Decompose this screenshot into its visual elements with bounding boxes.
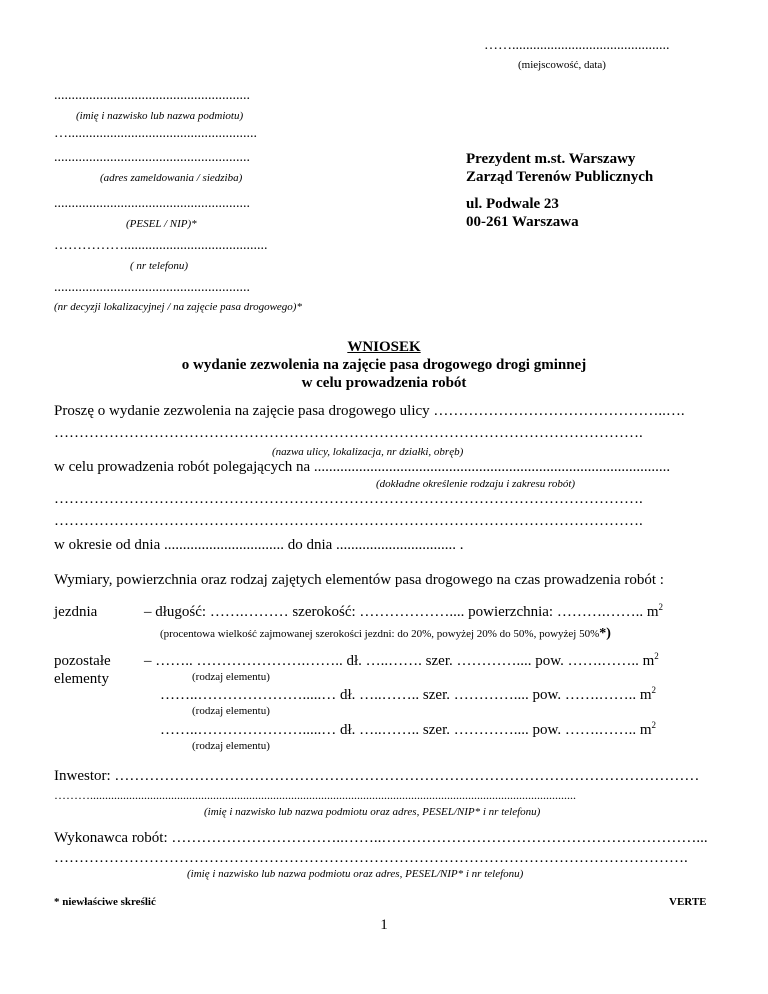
investor-caption: (imię i nazwisko lub nazwa podmiotu oraz adres, PESEL/NIP* i nr telefonu): [204, 806, 541, 818]
applicant-pesel-caption: (PESEL / NIP)*: [126, 218, 197, 230]
document-subtitle-2: w celu prowadzenia robót: [301, 375, 467, 391]
applicant-address-caption: (adres zameldowania / siedziba): [100, 172, 243, 184]
applicant-name-caption: (imię i nazwisko lub nazwa podmiotu): [76, 110, 244, 122]
other-element-row-2[interactable]: ……..………………….....… dł. …..…….. szer. ………….... pow. …….…….. $m^2$: [160, 685, 657, 703]
document-title: WNIOSEK: [347, 339, 421, 355]
street-caption: (nazwa ulicy, lokalizacja, nr działki, obręb): [272, 446, 464, 458]
document-subtitle-1: o wydanie zezwolenia na zajęcie pasa drogowego drogi gminnej: [181, 357, 587, 373]
element-type-caption-1: (rodzaj elementu): [192, 671, 270, 683]
verte-label: VERTE: [669, 896, 707, 908]
applicant-address-dots-2[interactable]: ........................................................: [54, 150, 250, 165]
street-request-dots[interactable]: ……………………………………………………………………………………………………….: [54, 425, 643, 441]
applicant-name-dots[interactable]: ........................................................: [54, 88, 250, 103]
recipient-line-4: 00-261 Warszawa: [466, 214, 579, 230]
applicant-phone-caption: ( nr telefonu): [130, 260, 189, 272]
other-element-row-3[interactable]: ……..………………….....… dł. …..…….. szer. ………….... pow. …….…….. $m^2$: [160, 720, 657, 738]
element-type-caption-3: (rodzaj elementu): [192, 740, 270, 752]
element-type-caption-2: (rodzaj elementu): [192, 705, 270, 717]
decision-number-caption: (nr decyzji lokalizacyjnej / na zajęcie pasa drogowego)*: [54, 301, 302, 313]
contractor-caption: (imię i nazwisko lub nazwa podmiotu oraz adres, PESEL/NIP* i nr telefonu): [187, 868, 524, 880]
place-date-dots[interactable]: …….............................................: [484, 38, 670, 53]
period-line[interactable]: w okresie od dnia ................................ do dnia ................................ .: [54, 537, 464, 553]
decision-number-dots[interactable]: ........................................................: [54, 280, 250, 295]
applicant-phone-dots[interactable]: …………….........................................: [54, 238, 268, 253]
street-request-line[interactable]: Proszę o wydanie zezwolenia na zajęcie pasa drogowego ulicy ………………………………………..….: [54, 403, 685, 419]
recipient-line-2: Zarząd Terenów Publicznych: [466, 169, 654, 185]
recipient-line-1: Prezydent m.st. Warszawy: [466, 151, 636, 167]
page-number: 1: [380, 917, 388, 933]
contractor-line[interactable]: Wykonawca robót: ……………………………..……..………………………………………………………...: [54, 830, 708, 846]
investor-line[interactable]: Inwestor: ………………………………………………………………………………………………………: [54, 768, 700, 784]
road-dimensions-line[interactable]: – długość: …….……… szerokość: ……………….... powierzchnia: ……….…….. $m^2$: [144, 602, 664, 620]
other-elements-label-1: pozostałe: [54, 653, 111, 669]
investor-dots[interactable]: ………..................................................................................................................................................................: [54, 788, 576, 802]
works-caption: (dokładne określenie rodzaju i zakresu robót): [376, 478, 576, 490]
dimensions-heading: Wymiary, powierzchnia oraz rodzaj zajętych elementów pasa drogowego na czas prowadzenia robót :: [54, 572, 664, 588]
footnote: * niewłaściwe skreślić: [54, 896, 156, 908]
other-elements-label-2: elementy: [54, 671, 109, 687]
recipient-line-3: ul. Podwale 23: [466, 196, 559, 212]
road-label: jezdnia: [54, 604, 98, 620]
works-dots-2[interactable]: ……………………………………………………………………………………………………….: [54, 513, 643, 529]
other-element-row-1[interactable]: – …….. ………………….…….. dł. …..……. szer. ………….... pow. …….…….. $m^2$: [144, 651, 659, 669]
applicant-pesel-dots[interactable]: ........................................................: [54, 196, 250, 211]
place-date-caption: (miejscowość, data): [518, 59, 606, 71]
works-line[interactable]: w celu prowadzenia robót polegających na ...............................................................................................: [54, 459, 671, 475]
road-percentage-note: (procentowa wielkość zajmowanej szerokości jezdni: do 20%, powyżej 20% do 50%, powyżej 50%*): [160, 626, 611, 641]
applicant-address-dots-1[interactable]: …......................................................: [54, 126, 257, 141]
works-dots-1[interactable]: ……………………………………………………………………………………………………….: [54, 491, 643, 507]
contractor-dots[interactable]: ……………………………………………………………………………………………………………….: [54, 850, 688, 866]
